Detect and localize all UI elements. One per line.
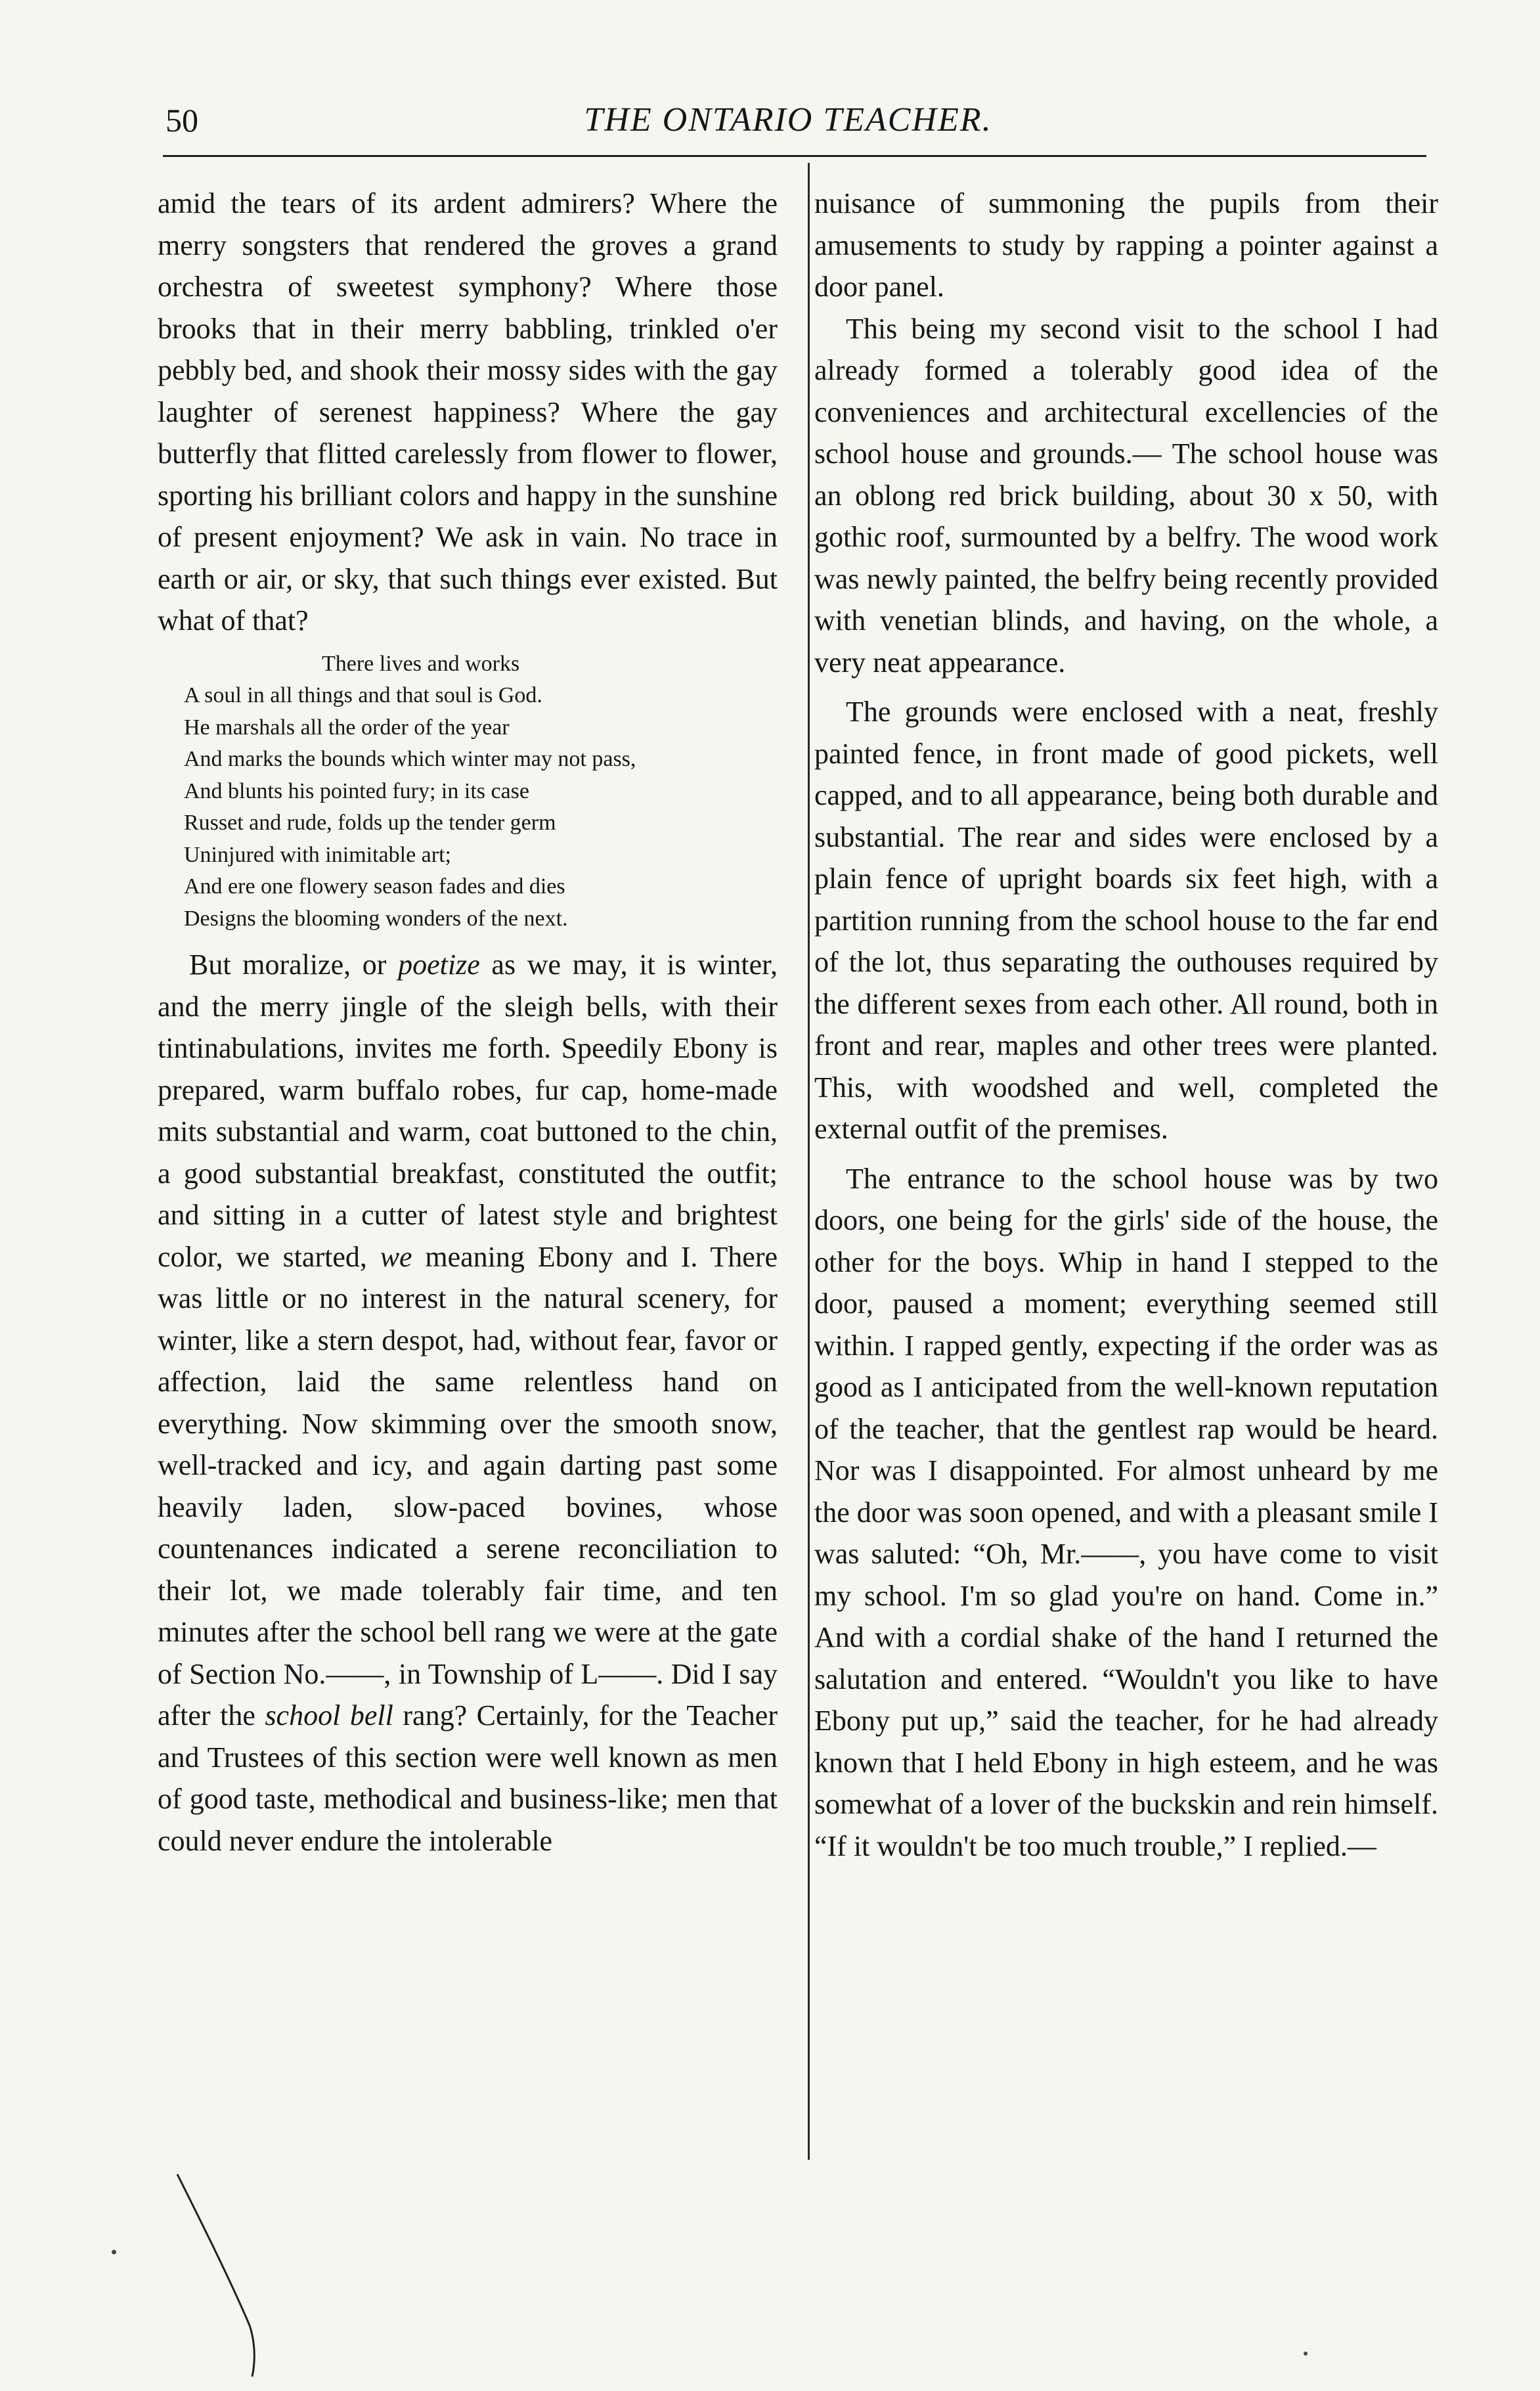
page-number: 50 [165,102,198,139]
left-column [158,183,778,1862]
poem-line: And marks the bounds which winter may not pass, [184,747,636,771]
poem-line: Designs the blooming wonders of the next. [184,906,568,931]
poem-line: A soul in all things and that soul is God. [184,683,542,707]
poem-line: And ere one flowery season fades and dies [184,874,565,899]
right-paragraph-2: This being my second visit to the school I had already formed a tolerably good idea of the conveniences and architectural excellencies of the school house and grounds.— The school house was an oblong red brick building, about 30 x 50, with gothic roof, surmounted by a belfry. The wood work was newly painted, the belfry being recently provided with venetian blinds, and having, on the whole, a very neat appearance. [814,312,1438,679]
poem-line: Uninjured with inimitable art; [184,842,451,867]
left-paragraph-2: But moralize, or poetize as we may, it is winter, and the merry jingle of the sleigh bells, with their tintinabulations, invites me forth. Speedily Ebony is prepared, warm buffalo robes, fur cap, home-made mits substantial and warm, coat buttoned to the chin, a good substantial breakfast, constituted the outfit; and sitting in a cutter of latest style and brightest color, we started, we meaning Ebony and I. There was little or no interest in the natural scenery, for winter, like a stern despot, had, without fear, favor or affection, laid the same relentless hand on everything. Now skimming over the smooth snow, well-tracked and icy, and again darting past some heavily laden, slow-paced bovines, whose countenances indicated a serene reconciliation to their lot, we made tolerably fair time, and ten minutes after the school bell rang we were at the gate of Section No.——, in Township of L——. Did I say after the school bell rang? Certainly, for the Teacher and Trustees of this section were well known as men of good taste, methodical and business-like; men that could never endure the intolerable [158,949,778,1857]
italic-school-bell: school bell [265,1699,393,1732]
poem-line: There lives and works [322,651,520,676]
header-rule [163,155,1426,157]
ink-speck [112,2250,116,2254]
right-paragraph-3: The grounds were enclosed with a neat, freshly painted fence, in front made of good pickets, well capped, and to all appearance, being both durable and substantial. The rear and sides were enclosed by a plain fence of upright boards six feet high, with a partition running from the school house to the far end of the lot, thus separating the outhouses required by the different sexes from each other. All round, both in front and rear, maples and other trees were planted. This, with woodshed and well, completed the external outfit of the premises. [814,696,1438,1145]
italic-we: we [380,1240,412,1273]
column-divider [808,163,810,2160]
running-title: THE ONTARIO TEACHER. [584,101,992,139]
right-paragraph-1: nuisance of summoning the pupils from their amusements to study by rapping a pointer against a door panel. [814,187,1438,303]
poem-line: He marshals all the order of the year [184,715,510,740]
right-paragraph-4: The entrance to the school house was by two doors, one being for the girls' side of the house, the other for the boys. Whip in hand I stepped to the door, paused a moment; everything seemed still within. I rapped gently, expecting if the order was as good as I anticipated from the well-known reputation of the teacher, that the gentlest rap would be heard. Nor was I disappointed. For almost unheard by me the door was soon opened, and with a pleasant smile I was saluted: “Oh, Mr.——, you have come to visit my school. I'm so glad you're on hand. Come in.” And with a cordial shake of the hand I returned the salutation and entered. “Wouldn't you like to have Ebony put up,” said the teacher, for he had already known that I held Ebony in high esteem, and he was somewhat of a lover of the buckskin and rein himself. “If it wouldn't be too much trouble,” I replied.— [814,1162,1438,1862]
left-paragraph-1: amid the tears of its ardent admirers? Where the merry songsters that rendered the groves a grand orchestra of sweetest symphony? Where those brooks that in their merry babbling, trinkled o'er pebbly bed, and shook their mossy sides with the gay laughter of serenest happiness? Where the gay butterfly that flitted carelessly from flower to flower, sporting his brilliant colors and happy in the sunshine of present enjoyment? We ask in vain. No trace in earth or air, or sky, that such things ever existed. But what of that? [158,187,778,637]
ink-speck [1304,2352,1308,2356]
right-column [814,183,1438,1867]
poem-line: And blunts his pointed fury; in its case [184,778,530,803]
italic-poetize: poetize [398,949,480,981]
page-header [158,91,1419,150]
pen-stroke-mark [164,2168,296,2378]
poem-quotation [184,648,778,935]
poem-line: Russet and rude, folds up the tender germ [184,811,556,835]
